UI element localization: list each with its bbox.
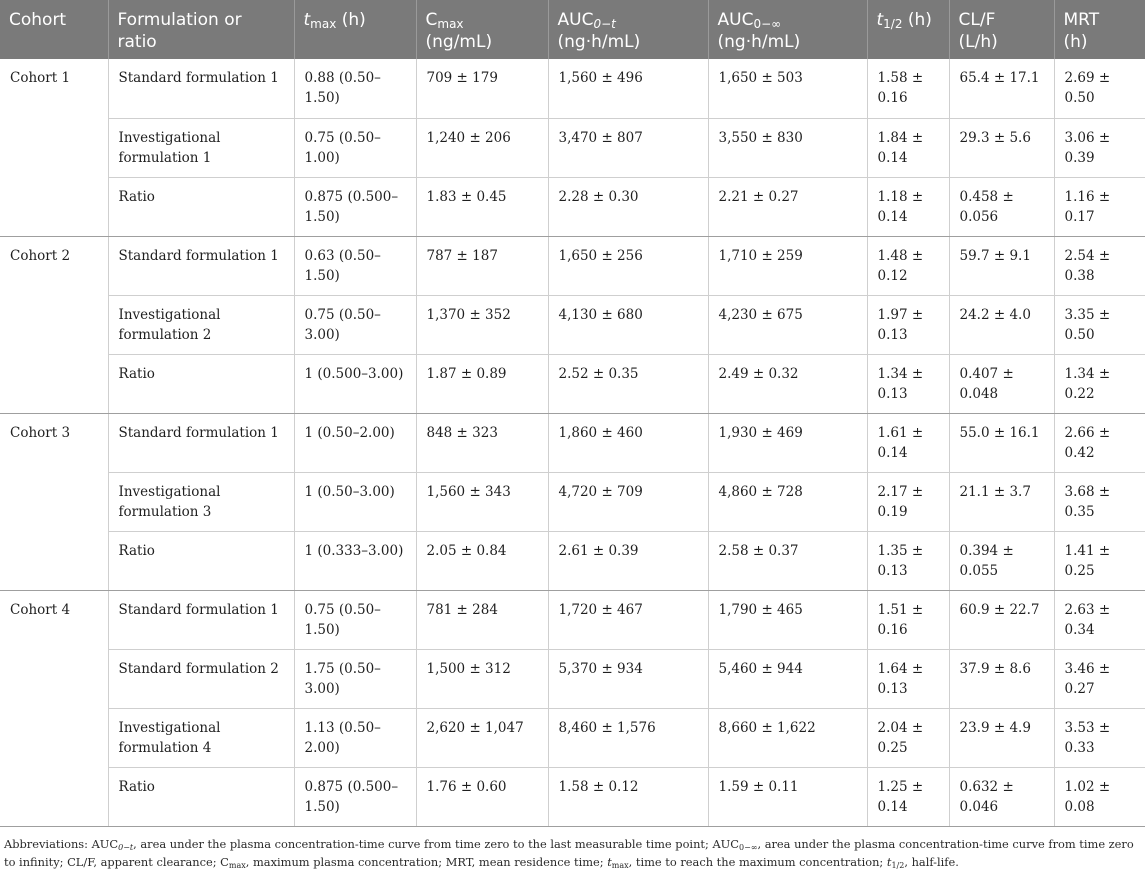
tmax-cell: 1.75 (0.50–3.00) [294, 649, 416, 708]
cmax-cell: 2.05 ± 0.84 [416, 531, 548, 590]
header-formulation: Formulation or ratio [108, 0, 294, 59]
table-row [0, 767, 1145, 826]
clf-cell: 37.9 ± 8.6 [949, 649, 1054, 708]
table-row [0, 177, 1145, 236]
formulation-cell: Standard formulation 1 [108, 413, 294, 472]
table-row [0, 531, 1145, 590]
formulation-cell: Standard formulation 1 [108, 59, 294, 118]
header-auc-0-t: $AUC_{0-t}$ (ng·h/mL) [548, 0, 708, 59]
table-row [0, 59, 1145, 118]
table-row [0, 472, 1145, 531]
auct-cell: 1,860 ± 460 [548, 413, 708, 472]
mrt-cell: 2.69 ± 0.50 [1054, 59, 1145, 118]
cmax-cell: 787 ± 187 [416, 236, 548, 295]
cmax-cell: 1.83 ± 0.45 [416, 177, 548, 236]
auct-cell: 2.61 ± 0.39 [548, 531, 708, 590]
header-cohort: Cohort [0, 0, 108, 59]
thalf-cell: 1.48 ± 0.12 [867, 236, 949, 295]
formulation-cell: Standard formulation 1 [108, 590, 294, 649]
formulation-cell: Investigational formulation 3 [108, 472, 294, 531]
table-row [0, 590, 1145, 649]
cmax-cell: 2,620 ± 1,047 [416, 708, 548, 767]
clf-cell: 23.9 ± 4.9 [949, 708, 1054, 767]
clf-cell: 0.407 ± 0.048 [949, 354, 1054, 413]
clf-cell: 0.394 ± 0.055 [949, 531, 1054, 590]
formulation-cell: Investigational formulation 1 [108, 118, 294, 177]
cmax-cell: 1.76 ± 0.60 [416, 767, 548, 826]
aucinf-cell: 4,860 ± 728 [708, 472, 867, 531]
header-clf: CL/F (L/h) [949, 0, 1054, 59]
table-row [0, 118, 1145, 177]
cmax-cell: 1,500 ± 312 [416, 649, 548, 708]
cmax-cell: 1.87 ± 0.89 [416, 354, 548, 413]
mrt-cell: 3.06 ± 0.39 [1054, 118, 1145, 177]
aucinf-cell: 3,550 ± 830 [708, 118, 867, 177]
aucinf-cell: 8,660 ± 1,622 [708, 708, 867, 767]
header-auc-0-inf: $AUC_{0-\infty}$ (ng·h/mL) [708, 0, 867, 59]
auct-cell: 1,560 ± 496 [548, 59, 708, 118]
auct-cell: 4,130 ± 680 [548, 295, 708, 354]
auct-cell: 1,650 ± 256 [548, 236, 708, 295]
tmax-cell: 1 (0.50–3.00) [294, 472, 416, 531]
aucinf-cell: 5,460 ± 944 [708, 649, 867, 708]
clf-cell: 21.1 ± 3.7 [949, 472, 1054, 531]
clf-cell: 59.7 ± 9.1 [949, 236, 1054, 295]
auct-cell: 4,720 ± 709 [548, 472, 708, 531]
mrt-cell: 2.66 ± 0.42 [1054, 413, 1145, 472]
cmax-cell: 1,240 ± 206 [416, 118, 548, 177]
thalf-cell: 1.18 ± 0.14 [867, 177, 949, 236]
aucinf-cell: 4,230 ± 675 [708, 295, 867, 354]
header-mrt: MRT (h) [1054, 0, 1145, 59]
mrt-cell: 1.16 ± 0.17 [1054, 177, 1145, 236]
mrt-cell: 1.02 ± 0.08 [1054, 767, 1145, 826]
table-footnote: Abbreviations: $AUC_{0-t}$, area under the plasma concentration-time curve from time zero to the last measurable time point; $AUC_{0-\infty}$, area under the plasma concentration-time curve from time zero to infinity; CL/F, apparent clearance; $C_{max}$, maximum plasma concentration; MRT, mean residence time; $t_{max}$, time to reach the maximum concentration; $t_{1/2}$, half-life. [4, 836, 1134, 870]
cmax-cell: 848 ± 323 [416, 413, 548, 472]
cmax-cell: 1,560 ± 343 [416, 472, 548, 531]
mrt-cell: 3.53 ± 0.33 [1054, 708, 1145, 767]
formulation-cell: Standard formulation 1 [108, 236, 294, 295]
tmax-cell: 1 (0.333–3.00) [294, 531, 416, 590]
thalf-cell: 1.64 ± 0.13 [867, 649, 949, 708]
cohort-cell: Cohort 2 [0, 236, 108, 413]
cmax-cell: 1,370 ± 352 [416, 295, 548, 354]
thalf-cell: 1.51 ± 0.16 [867, 590, 949, 649]
mrt-cell: 3.46 ± 0.27 [1054, 649, 1145, 708]
auct-cell: 3,470 ± 807 [548, 118, 708, 177]
auct-cell: 2.28 ± 0.30 [548, 177, 708, 236]
mrt-cell: 3.35 ± 0.50 [1054, 295, 1145, 354]
cohort-cell: Cohort 4 [0, 590, 108, 826]
formulation-cell: Ratio [108, 531, 294, 590]
table-row [0, 708, 1145, 767]
mrt-cell: 2.63 ± 0.34 [1054, 590, 1145, 649]
mrt-cell: 1.41 ± 0.25 [1054, 531, 1145, 590]
mrt-cell: 3.68 ± 0.35 [1054, 472, 1145, 531]
formulation-cell: Standard formulation 2 [108, 649, 294, 708]
thalf-cell: 2.17 ± 0.19 [867, 472, 949, 531]
clf-cell: 29.3 ± 5.6 [949, 118, 1054, 177]
aucinf-cell: 1.59 ± 0.11 [708, 767, 867, 826]
clf-cell: 24.2 ± 4.0 [949, 295, 1054, 354]
formulation-cell: Ratio [108, 767, 294, 826]
formulation-cell: Investigational formulation 4 [108, 708, 294, 767]
tmax-cell: 0.75 (0.50–1.50) [294, 590, 416, 649]
header-tmax: $t_{max}$ (h) [294, 0, 416, 59]
cmax-cell: 781 ± 284 [416, 590, 548, 649]
thalf-cell: 1.25 ± 0.14 [867, 767, 949, 826]
header-cmax: $C_{max}$ (ng/mL) [416, 0, 548, 59]
clf-cell: 65.4 ± 17.1 [949, 59, 1054, 118]
aucinf-cell: 1,650 ± 503 [708, 59, 867, 118]
tmax-cell: 1.13 (0.50–2.00) [294, 708, 416, 767]
mrt-cell: 1.34 ± 0.22 [1054, 354, 1145, 413]
tmax-cell: 0.875 (0.500–1.50) [294, 177, 416, 236]
mrt-cell: 2.54 ± 0.38 [1054, 236, 1145, 295]
aucinf-cell: 1,710 ± 259 [708, 236, 867, 295]
header-half-life: $t_{1/2}$ (h) [867, 0, 949, 59]
aucinf-cell: 2.49 ± 0.32 [708, 354, 867, 413]
formulation-cell: Ratio [108, 354, 294, 413]
clf-cell: 0.632 ± 0.046 [949, 767, 1054, 826]
clf-cell: 0.458 ± 0.056 [949, 177, 1054, 236]
thalf-cell: 2.04 ± 0.25 [867, 708, 949, 767]
formulation-cell: Ratio [108, 177, 294, 236]
cohort-cell: Cohort 1 [0, 59, 108, 236]
cmax-cell: 709 ± 179 [416, 59, 548, 118]
thalf-cell: 1.58 ± 0.16 [867, 59, 949, 118]
auct-cell: 8,460 ± 1,576 [548, 708, 708, 767]
tmax-cell: 0.63 (0.50–1.50) [294, 236, 416, 295]
thalf-cell: 1.34 ± 0.13 [867, 354, 949, 413]
cohort-cell: Cohort 3 [0, 413, 108, 590]
table-row [0, 649, 1145, 708]
header-row [0, 0, 1145, 59]
aucinf-cell: 1,930 ± 469 [708, 413, 867, 472]
auct-cell: 2.52 ± 0.35 [548, 354, 708, 413]
table-row [0, 354, 1145, 413]
auct-cell: 5,370 ± 934 [548, 649, 708, 708]
thalf-cell: 1.84 ± 0.14 [867, 118, 949, 177]
aucinf-cell: 2.21 ± 0.27 [708, 177, 867, 236]
tmax-cell: 0.75 (0.50–3.00) [294, 295, 416, 354]
tmax-cell: 0.75 (0.50–1.00) [294, 118, 416, 177]
tmax-cell: 0.88 (0.50–1.50) [294, 59, 416, 118]
thalf-cell: 1.97 ± 0.13 [867, 295, 949, 354]
auct-cell: 1,720 ± 467 [548, 590, 708, 649]
auct-cell: 1.58 ± 0.12 [548, 767, 708, 826]
tmax-cell: 1 (0.500–3.00) [294, 354, 416, 413]
thalf-cell: 1.35 ± 0.13 [867, 531, 949, 590]
tmax-cell: 1 (0.50–2.00) [294, 413, 416, 472]
clf-cell: 55.0 ± 16.1 [949, 413, 1054, 472]
aucinf-cell: 2.58 ± 0.37 [708, 531, 867, 590]
clf-cell: 60.9 ± 22.7 [949, 590, 1054, 649]
formulation-cell: Investigational formulation 2 [108, 295, 294, 354]
table-row [0, 413, 1145, 472]
table-row [0, 295, 1145, 354]
table-row [0, 236, 1145, 295]
tmax-cell: 0.875 (0.500–1.50) [294, 767, 416, 826]
aucinf-cell: 1,790 ± 465 [708, 590, 867, 649]
thalf-cell: 1.61 ± 0.14 [867, 413, 949, 472]
table-body [0, 59, 1145, 826]
